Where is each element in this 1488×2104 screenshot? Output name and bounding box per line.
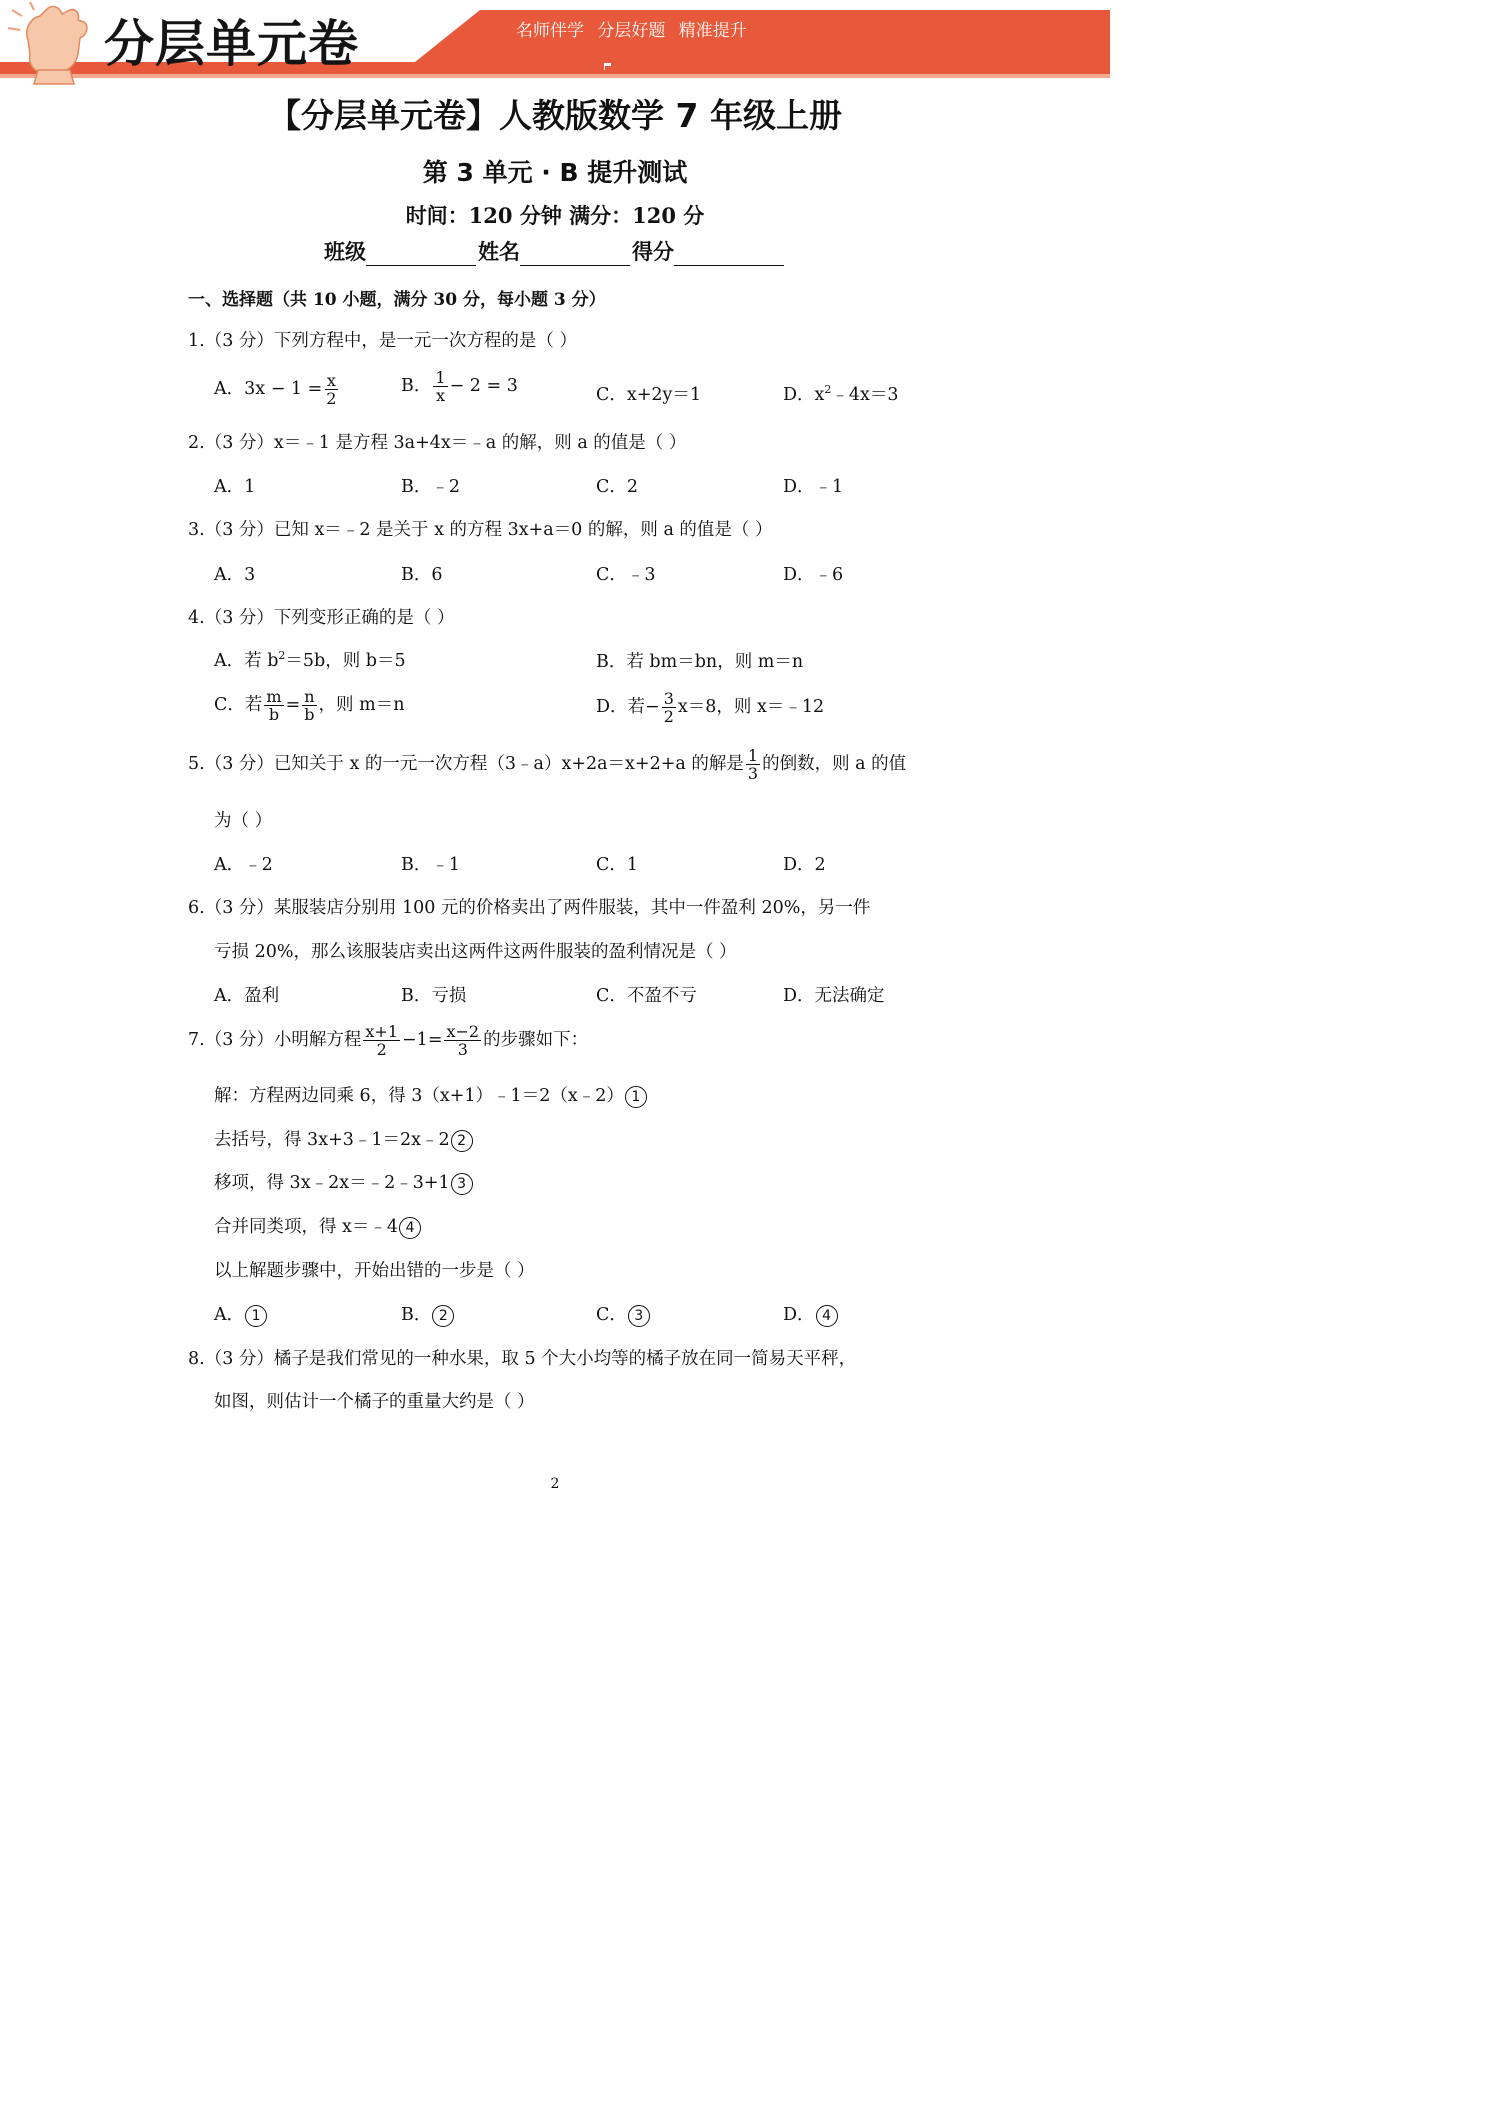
time-score-line: 时间：120 分钟 满分：120 分 [405,203,705,228]
header-banner [0,0,1110,90]
student-info-line [0,236,1110,266]
fraction: $\frac{x}{2}$ [326,371,337,408]
q1-option-a [214,372,340,407]
q4-option-c: C．若 $\frac{m}{b}$ = $\frac{n}{b}$ ，则 m＝n [214,687,405,724]
q2-option-d: D．﹣1 [783,477,844,497]
q1-option-c: C．x+2y＝1 [596,385,702,405]
q7-option-a: A． 1 [214,1301,267,1327]
q8-stem-cont: 如图，则估计一个橘子的重量大约是（ ） [214,1392,535,1412]
q5-stem: 5.（3 分）已知关于 x 的一元一次方程（3﹣a）x+2a＝x+2+a 的解是 $\frac{1}{3}$ 的倒数，则 a 的值 [188,746,907,783]
q7-option-b: B． 2 [401,1301,454,1327]
q7-option-c: C． 3 [596,1301,650,1327]
q1-b-text: − 2 = 3 [449,376,518,396]
fraction: $\frac{1}{3}$ [747,746,759,783]
brand-slogan: 名师伴学 分层好题 精准提升 [516,21,747,41]
q6-option-c: C．不盈不亏 [596,986,697,1006]
q2-option-c: C．2 [596,477,639,497]
q6-option-b: B．亏损 [401,986,467,1006]
q2-stem: 2.（3 分）x＝﹣1 是方程 3a+4x＝﹣a 的解，则 a 的值是（ ） [188,433,687,453]
q1-a-text: A．3x − 1 = [214,379,323,399]
q7-option-d: D． 4 [783,1301,838,1327]
section-title: 一、选择题（共 10 小题，满分 30 分，每小题 3 分） [188,290,606,310]
class-blank[interactable] [366,243,476,266]
q4-option-a: A．若 $b^2=5b$，则 b＝5 [214,649,406,671]
fraction: $\frac{m}{b}$ [266,687,282,724]
q5-option-d: D．2 [783,855,826,875]
name-blank[interactable] [520,243,630,266]
step-marker: 4 [399,1217,421,1239]
q7-stem: 7.（3 分）小明解方程 $\frac{x+1}{2}$ −1= $\frac{x-2}{3}$ 的步骤如下： [188,1022,589,1059]
q5-option-a: A．﹣2 [214,855,273,875]
q8-stem: 8.（3 分）橘子是我们常见的一种水果，取 5 个大小均等的橘子放在同一简易天平秤， [188,1349,857,1369]
q1-b-label: B． [401,376,432,396]
q7-step-1: 解：方程两边同乘 6，得 3（x+1）﹣1＝2（x﹣2） 1 [214,1082,647,1108]
step-marker: 3 [451,1173,473,1195]
q4-option-b: B．若 bm＝bn，则 m＝n [596,652,804,672]
q1-option-d: D．$x^2﹣4x=3$ [783,383,899,405]
name-label: 姓名 [478,239,520,264]
brand-title: 分层单元卷 [104,15,359,73]
q6-stem-cont: 亏损 20%，那么该服装店卖出这两件这两件服装的盈利情况是（ ） [214,942,737,962]
q5-option-c: C．1 [596,855,639,875]
step-marker: 1 [625,1086,647,1108]
q6-option-a: A．盈利 [214,986,280,1006]
q3-option-c: C．﹣3 [596,565,656,585]
q3-option-d: D．﹣6 [783,565,844,585]
q2-option-b: B．﹣2 [401,477,460,497]
q1-option-b [401,369,518,404]
q4-option-d: D．若− $\frac{3}{2}$ x＝8，则 x＝﹣12 [596,689,825,726]
q7-step-2: 去括号，得 3x+3﹣1＝2x﹣2 2 [214,1126,473,1152]
q6-stem: 6.（3 分）某服装店分别用 100 元的价格卖出了两件服装，其中一件盈利 20%，另一件 [188,898,871,918]
q5-stem-cont: 为（ ） [214,811,273,831]
page-title: 【分层单元卷】人教版数学 7 年级上册 [268,96,842,135]
q7-step-3: 移项，得 3x﹣2x＝﹣2﹣3+1 3 [214,1169,473,1195]
q4-stem: 4.（3 分）下列变形正确的是（ ） [188,608,455,628]
q3-option-b: B．6 [401,565,443,585]
fraction: $\frac{x+1}{2}$ [365,1022,399,1059]
fraction: $\frac{x-2}{3}$ [446,1022,480,1059]
fraction: $\frac{1}{x}$ [435,368,446,405]
q7-question: 以上解题步骤中，开始出错的一步是（ ） [214,1261,535,1281]
q2-option-a: A．1 [214,477,256,497]
q3-option-a: A．3 [214,565,256,585]
page-subtitle: 第 3 单元 · B 提升测试 [422,158,688,187]
q7-step-4: 合并同类项，得 x＝﹣4 4 [214,1213,421,1239]
fraction: $\frac{3}{2}$ [663,689,674,726]
step-marker: 2 [451,1130,473,1152]
page-number: 2 [550,1476,560,1492]
fraction: $\frac{n}{b}$ [304,687,315,724]
q1-stem: 1.（3 分）下列方程中，是一元一次方程的是（ ） [188,331,577,351]
q3-stem: 3.（3 分）已知 x＝﹣2 是关于 x 的方程 3x+a＝0 的解，则 a 的值是（ ） [188,520,773,540]
score-label: 得分 [632,239,674,264]
q5-option-b: B．﹣1 [401,855,460,875]
q6-option-d: D．无法确定 [783,986,885,1006]
class-label: 班级 [324,239,366,264]
score-blank[interactable] [674,243,784,266]
